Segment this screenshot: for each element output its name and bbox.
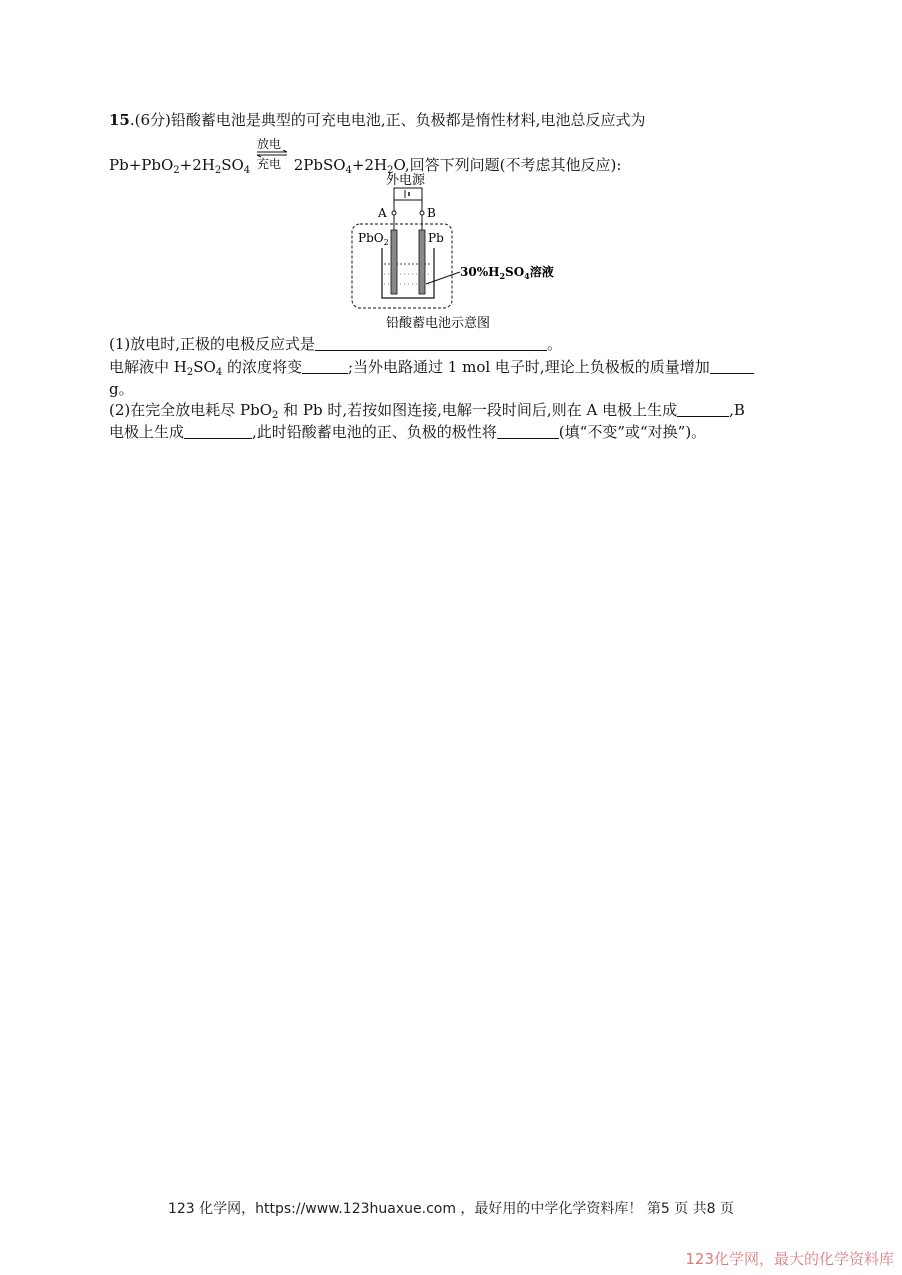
part2-l1-a: (2)在完全放电耗尽 PbO: [109, 401, 273, 419]
eq-right2: +2H: [351, 156, 388, 174]
figure-caption: 铅酸蓄电池示意图: [386, 316, 491, 331]
lead-acid-battery-diagram: [348, 168, 578, 334]
question-score: .(6分): [129, 111, 171, 129]
part1-l2-sub1: 2: [186, 367, 194, 378]
eq-left2: +2H: [179, 156, 215, 174]
part1-l2-c: 的浓度将变: [222, 358, 302, 376]
part1-l2-sub2: 4: [215, 367, 223, 378]
part2-l2-a: 电极上生成: [109, 423, 185, 441]
site-watermark: 123化学网，最大的化学资料库: [685, 1250, 894, 1268]
part2-l1-c: ,B: [729, 401, 745, 419]
question-intro-line: [109, 110, 645, 130]
part2-l2-c: (填“不变”或“对换”)。: [558, 423, 707, 441]
terminal-b: [420, 211, 424, 215]
power-source-label: 外电源: [386, 173, 426, 188]
eq-left3: SO: [221, 156, 244, 174]
part1-l2-d: ;当外电路通过 1 mol 电子时,理论上负极板的质量增加: [347, 358, 710, 376]
solution-label: $30\%H_2SO_4$溶液: [460, 265, 554, 281]
part2-l1-sub: 2: [272, 410, 279, 421]
label-a: A: [378, 206, 387, 220]
power-source-box: [394, 188, 422, 200]
eq-left3-sub: 4: [243, 165, 251, 176]
part1-line1: [109, 334, 562, 354]
part2-l1-b: 和 Pb 时,若按如图连接,电解一段时间后,则在 A 电极上生成: [278, 401, 678, 419]
label-b: B: [427, 206, 436, 220]
label-pb: Pb: [428, 231, 444, 245]
answer-blank-3[interactable]: [710, 359, 754, 374]
beaker: [382, 248, 434, 298]
pbo2-electrode: [391, 230, 397, 294]
question-intro: 铅酸蓄电池是典型的可充电电池,正、负极都是惰性材料,电池总反应式为: [170, 111, 646, 129]
eq-left: Pb+PbO: [109, 156, 174, 174]
label-pbo2: PbO$_2$: [358, 231, 389, 247]
part1-line2: [109, 357, 754, 383]
part2-line2: [109, 422, 706, 442]
part1-l2-b: SO: [193, 358, 216, 376]
terminal-a: [392, 211, 396, 215]
solution-leader-line: [426, 272, 460, 284]
part2-l2-b: ,此时铅酸蓄电池的正、负极的极性将: [252, 423, 497, 441]
eq-right2-sub: 2: [387, 165, 394, 176]
part1-end: 。: [547, 335, 563, 353]
reversible-arrow: [255, 137, 289, 172]
eq-right-sub: 4: [345, 165, 352, 176]
part1-prompt: (1)放电时,正极的电极反应式是: [109, 335, 316, 353]
question-number: 15: [109, 111, 130, 129]
page-footer: 123 化学网，https://www.123huaxue.com ，最好用的中学化学资料库！ 第5 页 共8 页: [167, 1201, 735, 1217]
answer-blank-4[interactable]: [677, 402, 729, 417]
eq-right3: O,回答下列问题(不考虑其他反应):: [393, 156, 622, 174]
eq-left2-sub: 2: [214, 165, 222, 176]
part1-l2-a: 电解液中 H: [109, 358, 187, 376]
arrow-bottom-label: 充电: [256, 157, 281, 171]
answer-blank-6[interactable]: [497, 424, 559, 439]
arrow-top-label: 放电: [256, 137, 281, 151]
part1-unit: g。: [109, 380, 134, 398]
part1-line3: [109, 379, 134, 399]
answer-blank-1[interactable]: [315, 336, 547, 351]
pb-electrode: [419, 230, 425, 294]
answer-blank-5[interactable]: [184, 424, 252, 439]
eq-right: 2PbSO: [293, 156, 346, 174]
eq-left-sub: 2: [173, 165, 180, 176]
answer-blank-2[interactable]: [302, 359, 348, 374]
